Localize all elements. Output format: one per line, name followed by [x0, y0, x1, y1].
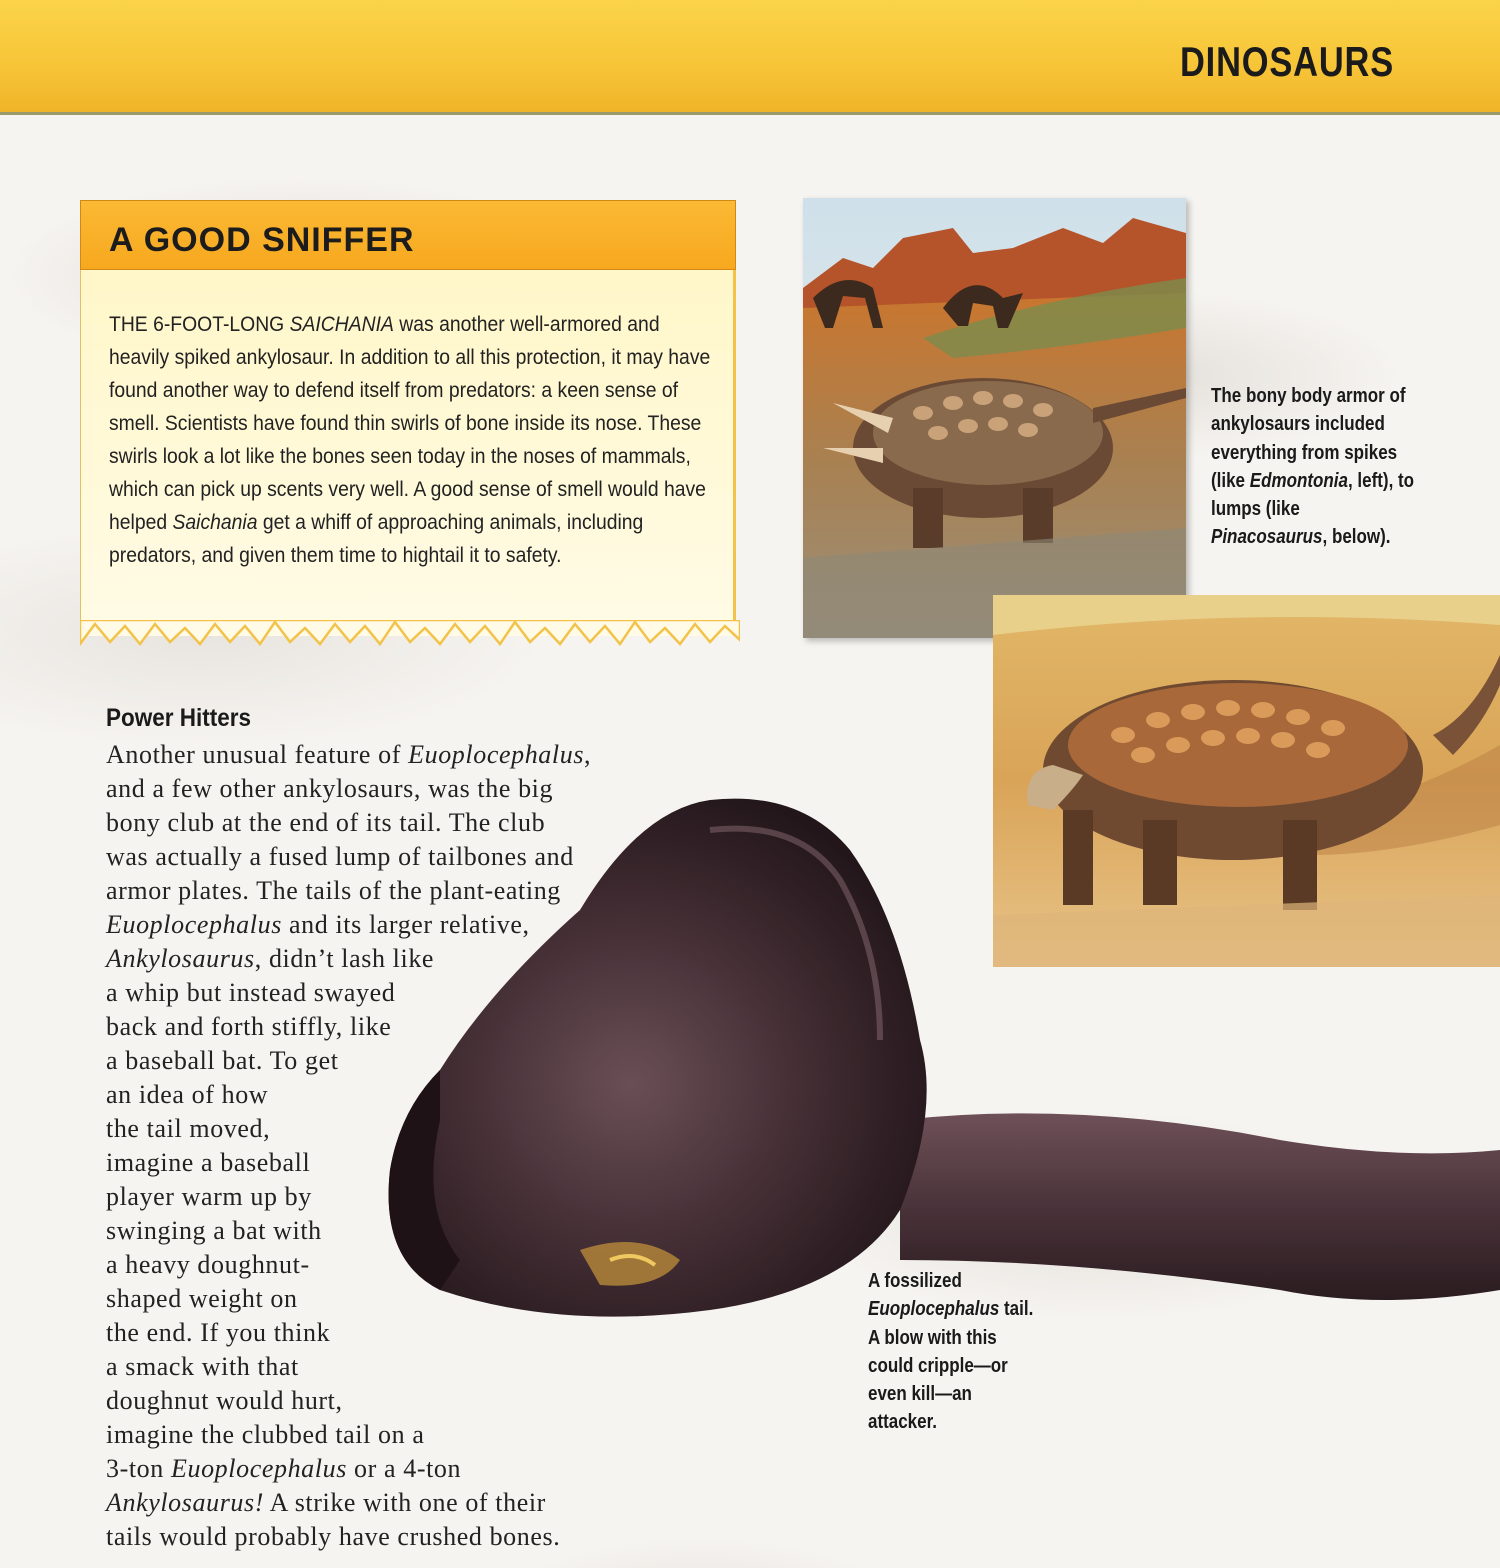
article-line: [106, 840, 574, 874]
article-line: [106, 1180, 312, 1214]
article-text: a whip but instead swayed: [106, 978, 396, 1007]
article-line: [106, 1486, 546, 1520]
article-line: [106, 908, 530, 942]
article-line: [106, 1248, 310, 1282]
article-text: player warm up by: [106, 1182, 312, 1211]
article-text: was actually a fused lump of tailbones and: [106, 842, 574, 871]
article-text: , didn’t lash like: [254, 944, 435, 973]
article-species: Euoplocephalus: [408, 740, 585, 769]
armor-caption: [1211, 382, 1415, 552]
article-text: imagine a baseball: [106, 1148, 311, 1177]
article-text: doughnut would hurt,: [106, 1386, 343, 1415]
article-text: Another unusual feature of: [106, 740, 409, 769]
article-line: [106, 1078, 268, 1112]
tail-caption-2: tail. A blow with this could cripple—or even kill—an attacker.: [868, 1298, 1034, 1434]
article-line: [106, 1146, 310, 1180]
sidebar-part2: get a whiff of approaching animals, including predators, and given them time to hightail it to safety.: [109, 510, 644, 567]
article-text: bony club at the end of its tail. The club: [106, 808, 546, 837]
article-species: Euoplocephalus: [170, 1454, 347, 1483]
tail-caption-1: A fossilized: [868, 1270, 962, 1292]
sidebar-text: [109, 308, 719, 572]
article-line: [106, 1044, 339, 1078]
article-line: [106, 1316, 330, 1350]
article-line: [106, 1282, 298, 1316]
article-line: [106, 942, 434, 976]
article-line: [106, 976, 395, 1010]
article-text: and its larger relative,: [281, 910, 530, 939]
article-line: [106, 738, 591, 772]
armor-caption-edmontonia: Edmontonia: [1249, 469, 1348, 492]
article-line: [106, 1010, 391, 1044]
tail-caption-species: Euoplocephalus: [868, 1298, 1000, 1321]
article-line: [106, 1452, 461, 1486]
article-text: swinging a bat with: [106, 1216, 322, 1245]
article-line: [106, 1350, 299, 1384]
article-text: and a few other ankylosaurs, was the big: [106, 774, 554, 803]
sidebar-title: A GOOD SNIFFER: [109, 221, 415, 259]
sidebar-part1: was another well-armored and heavily spiked ankylosaur. In addition to all this protection, it may have found another way to defend itself from predators: a keen sense of smell. Scientists have found thin swirls of bone inside its nose. These swirls look a lot like the bones seen today in the noses of mammals, which can pick up scents very well. A good sense of smell would have helped: [109, 312, 711, 534]
article-line: [106, 1214, 322, 1248]
article-line: [106, 874, 561, 908]
article-text: the tail moved,: [106, 1114, 271, 1143]
edmontonia-illustration: [803, 198, 1186, 638]
article-line: [106, 772, 553, 806]
sidebar-box: [80, 200, 736, 652]
article-species: Euoplocephalus: [106, 910, 282, 939]
article-line: [106, 806, 545, 840]
armor-caption-3: , below).: [1322, 526, 1391, 549]
armor-caption-2: , left), to lumps (like: [1211, 469, 1415, 521]
article-text: tails would probably have crushed bones.: [106, 1522, 561, 1551]
sidebar-lead: THE 6-FOOT-LONG: [109, 312, 290, 336]
sidebar-lead-species: SAICHANIA: [289, 312, 394, 336]
armor-caption-pinacosaurus: Pinacosaurus: [1211, 526, 1323, 549]
edmontonia-image: [803, 198, 1186, 638]
article-text: back and forth stiffly, like: [106, 1012, 392, 1041]
sidebar-species: Saichania: [172, 510, 258, 534]
armor-caption-1: The bony body armor of ankylosaurs included everything from spikes (like: [1211, 385, 1406, 492]
article-text: a smack with that: [106, 1352, 299, 1381]
tail-caption: [868, 1267, 1038, 1437]
article-text: 3-ton: [106, 1454, 171, 1483]
sidebar-body: [80, 270, 736, 636]
sidebar-torn-edge: [80, 620, 740, 654]
article-text: ,: [584, 740, 592, 769]
article-text: or a 4-ton: [346, 1454, 462, 1483]
article-line: [106, 1520, 560, 1554]
article-text: a heavy doughnut-: [106, 1250, 310, 1279]
sidebar-header: [80, 200, 736, 270]
section-title: DINOSAURS: [1179, 38, 1394, 85]
article-text: A strike with one of their: [264, 1488, 546, 1517]
article-species: Ankylosaurus!: [106, 1488, 264, 1517]
article-line: [106, 1418, 424, 1452]
article-line: [106, 1112, 270, 1146]
article-text: an idea of how: [106, 1080, 269, 1109]
article-line: [106, 1384, 343, 1418]
article-text: armor plates. The tails of the plant-eating: [106, 876, 561, 905]
article-text: imagine the clubbed tail on a: [106, 1420, 425, 1449]
article-text: shaped weight on: [106, 1284, 298, 1313]
article-text: a baseball bat. To get: [106, 1046, 339, 1075]
article-text: the end. If you think: [106, 1318, 331, 1347]
article-heading: Power Hitters: [106, 704, 252, 732]
article-species: Ankylosaurus: [106, 944, 255, 973]
